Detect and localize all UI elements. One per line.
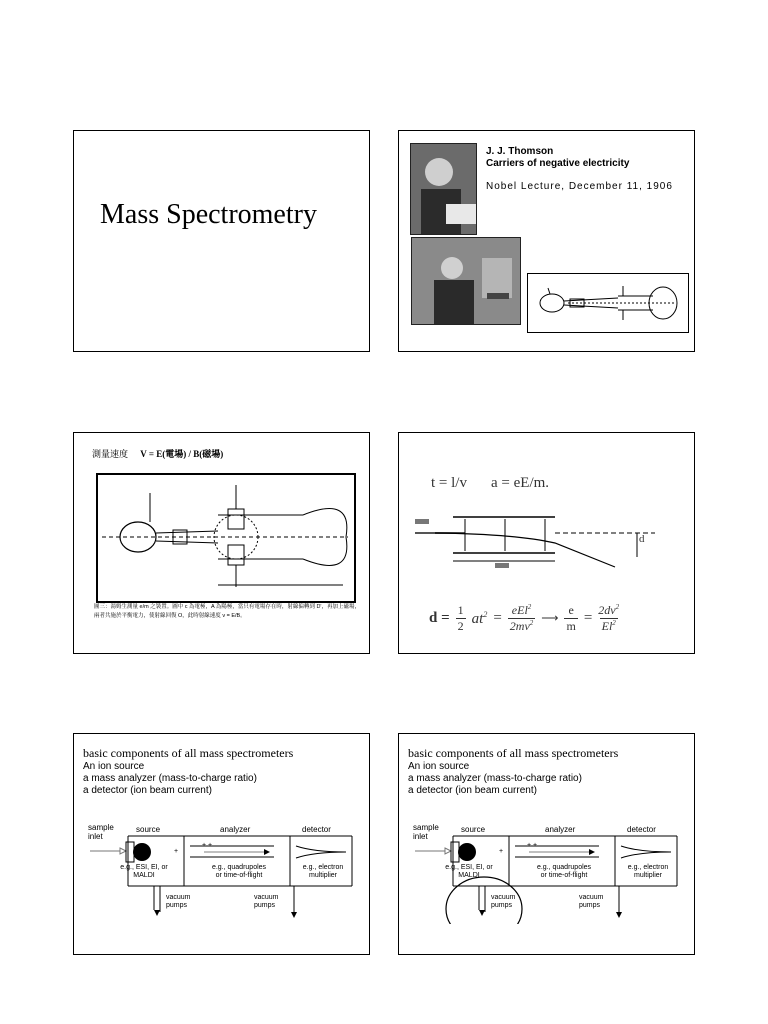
- apparatus-svg: [98, 475, 354, 601]
- component-ion-source: An ion source: [83, 761, 145, 772]
- analyzer-label-2: analyzer: [545, 825, 576, 834]
- vacuum-pumps-label-2: [254, 894, 279, 910]
- frac-2-den: [508, 618, 536, 634]
- detector-label: detector: [302, 825, 331, 834]
- arrow-icon: ⟶: [541, 611, 559, 625]
- frac-4-den-text: El: [601, 619, 613, 633]
- eq-d: d =: [429, 610, 450, 626]
- frac-2-num: [512, 603, 532, 618]
- lab-image: [412, 238, 520, 324]
- deflection-diagram: [415, 509, 675, 587]
- analyzer-label: analyzer: [220, 825, 251, 834]
- component-ion-source-2: An ion source: [408, 761, 470, 772]
- deflection-equation: [429, 603, 619, 634]
- vacuum-2a: vacuum: [254, 894, 279, 901]
- frac-half: [456, 603, 466, 634]
- caption-line-2: 兩者共施於平衡電力，使射線回復 O，此時射線速度 v = E/B。: [94, 613, 246, 619]
- vacuum-4a: vacuum: [579, 894, 604, 901]
- sample-label-2: sample: [413, 823, 439, 832]
- analyzer-plus-signs: + +: [202, 842, 213, 849]
- slide-title: Mass Spectrometry: [100, 199, 317, 230]
- frac-3-num: e: [568, 603, 574, 617]
- velocity-formula: V = E(電場) / B(磁場): [140, 449, 224, 459]
- slide-3: [73, 432, 370, 654]
- ms-block-diagram: [84, 824, 364, 924]
- source-plus-sign-2: +: [499, 848, 504, 855]
- frac-4-num-sup: 2: [615, 603, 620, 611]
- slide-4: [398, 432, 695, 654]
- source-examples-2: [439, 864, 499, 880]
- components-list: [83, 761, 257, 797]
- analyzer-eg-1: e.g., quadrupoles: [211, 864, 267, 871]
- detector-eg-2: multiplier: [308, 872, 337, 879]
- frac-3: [564, 603, 577, 634]
- cathode-tube-svg: [528, 274, 688, 332]
- analyzer-eg-2: or time-of-flight: [215, 872, 263, 879]
- inlet-label: inlet: [88, 832, 103, 841]
- eq-equals-2: =: [583, 610, 593, 626]
- caption-line-1: 圖三：湯姆生測量 e/m 之裝置。圖中 c 為電極，A 為陽極，當只有電場存在時，射線偏轉到 D'，再加上磁場，: [94, 604, 360, 610]
- lab-photo: [411, 237, 521, 325]
- frac-half-den: 2: [457, 619, 464, 633]
- inlet-label-2: inlet: [413, 832, 428, 841]
- analyzer-examples-2: [527, 864, 601, 880]
- component-detector: a detector (ion beam current): [83, 785, 212, 796]
- eq-at2: [472, 610, 488, 628]
- sample-label: sample: [88, 823, 114, 832]
- analyzer-examples: [202, 864, 276, 880]
- portrait-image: [411, 144, 476, 234]
- detector-examples-2: [621, 864, 675, 880]
- at2-text: at: [471, 610, 484, 627]
- frac-2-den-sup: 2: [529, 619, 534, 627]
- sample-inlet-label-2: [413, 823, 439, 841]
- at2-sup: 2: [483, 609, 488, 619]
- slide-1: [73, 130, 370, 352]
- pumps-4b: pumps: [579, 902, 601, 909]
- components-list-2: [408, 761, 582, 797]
- analyzer-eg-1-2: e.g., quadrupoles: [536, 864, 592, 871]
- frac-3-den: m: [566, 619, 576, 633]
- detector-eg-1: e.g., electron: [302, 864, 344, 871]
- velocity-heading-cjk: 測量速度: [92, 449, 129, 459]
- components-heading-2: basic components of all mass spectrometers: [408, 746, 619, 760]
- lecture-subtitle: Carriers of negative electricity: [486, 158, 630, 169]
- component-mass-analyzer-2: a mass analyzer (mass-to-charge ratio): [408, 773, 582, 784]
- frac-4-den: [600, 618, 618, 634]
- analyzer-eg-2-2: or time-of-flight: [540, 872, 588, 879]
- pumps-2b: pumps: [254, 902, 276, 909]
- cathode-tube-sketch: [527, 273, 689, 333]
- frac-4: [598, 603, 619, 634]
- source-eg-2-2: MALDI: [458, 872, 480, 879]
- equation-acceleration: a = eE/m.: [491, 475, 550, 491]
- velocity-heading: [92, 447, 223, 460]
- pumps-1b: pumps: [166, 902, 188, 909]
- frac-2-num-text: eEl: [511, 603, 528, 617]
- source-label: source: [136, 825, 161, 834]
- vacuum-3a: vacuum: [491, 894, 516, 901]
- frac-2: [508, 603, 536, 634]
- vacuum-pumps-label-4: [579, 894, 604, 910]
- ms-block-diagram-2: [409, 824, 689, 924]
- eq-equals-1: =: [493, 610, 502, 626]
- frac-half-num: 1: [457, 603, 464, 617]
- pumps-3b: pumps: [491, 902, 513, 909]
- slide-5: [73, 733, 370, 955]
- frac-4-num-text: 2dv: [598, 603, 616, 617]
- detector-eg-2-2: multiplier: [633, 872, 662, 879]
- deflection-svg: [415, 509, 675, 587]
- sample-inlet-label: [88, 823, 114, 841]
- distance-label: d: [639, 533, 645, 545]
- thomson-name: J. J. Thomson: [486, 146, 554, 157]
- vacuum-1a: vacuum: [166, 894, 191, 901]
- apparatus-caption: [94, 603, 360, 621]
- detector-label-2: detector: [627, 825, 656, 834]
- frac-2-num-sup: 2: [527, 603, 532, 611]
- frac-4-den-sup: 2: [612, 619, 616, 627]
- source-plus-sign: +: [174, 848, 179, 855]
- source-eg-1: e.g., ESI, EI, or: [120, 864, 168, 871]
- vacuum-pumps-label-1: [166, 894, 191, 910]
- frac-2-den-text: 2mv: [509, 619, 530, 633]
- component-mass-analyzer: a mass analyzer (mass-to-charge ratio): [83, 773, 257, 784]
- component-detector-2: a detector (ion beam current): [408, 785, 537, 796]
- components-heading: basic components of all mass spectrometers: [83, 746, 294, 760]
- portrait-photo: [410, 143, 477, 235]
- frac-4-num: [598, 603, 619, 618]
- analyzer-plus-signs-2: + +: [527, 842, 538, 849]
- equation-time: t = l/v: [431, 475, 467, 491]
- source-examples: [114, 864, 174, 880]
- vacuum-pumps-label-3: [491, 894, 516, 910]
- detector-eg-1-2: e.g., electron: [627, 864, 669, 871]
- source-eg-2: MALDI: [133, 872, 155, 879]
- detector-examples: [296, 864, 350, 880]
- source-eg-1-2: e.g., ESI, EI, or: [445, 864, 493, 871]
- source-label-2: source: [461, 825, 486, 834]
- slide-2: [398, 130, 695, 352]
- slide-6: [398, 733, 695, 955]
- thomson-apparatus-diagram: [96, 473, 356, 603]
- lecture-date: Nobel Lecture, December 11, 1906: [486, 181, 673, 192]
